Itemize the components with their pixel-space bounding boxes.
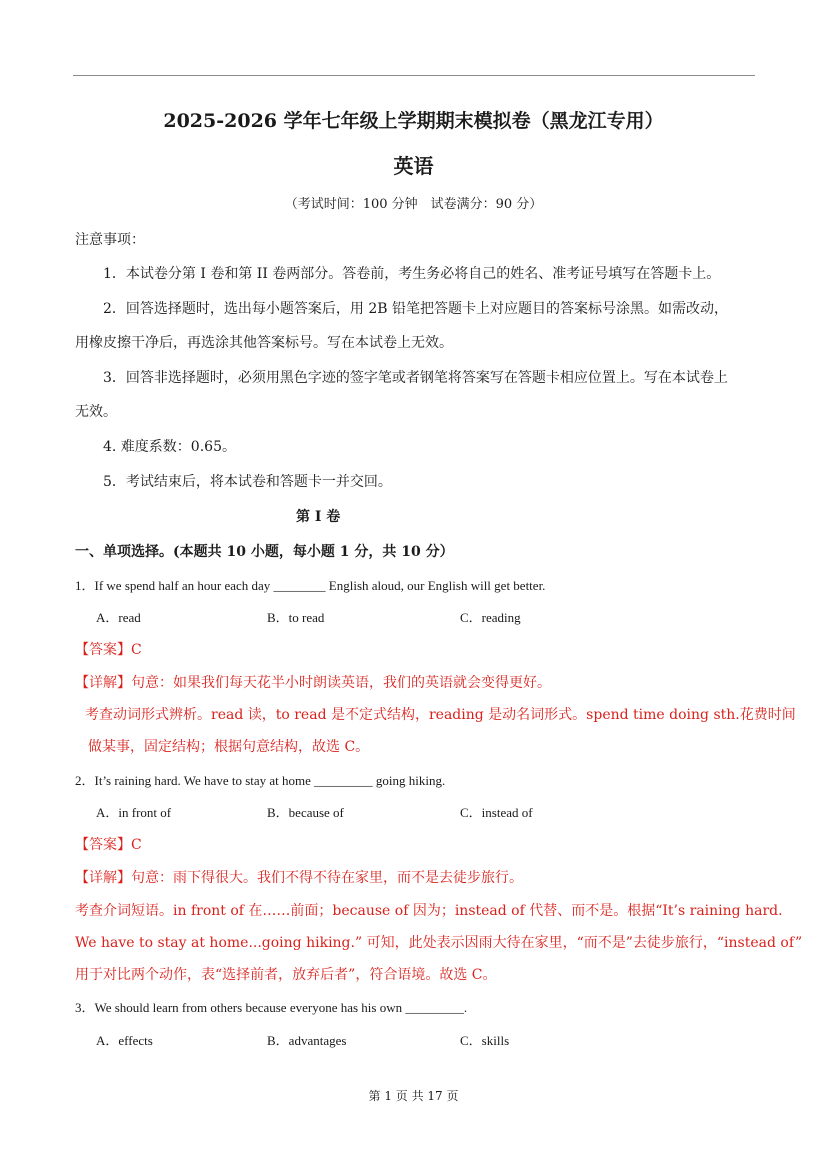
- option-c: C．skills: [460, 1033, 510, 1048]
- question-stem: 1．If we spend half an hour each day ________ English aloud, our English will get better.: [75, 578, 546, 593]
- header-rule: [73, 75, 755, 76]
- explanation-line: 用于对比两个动作，表“选择前者，放弃后者”，符合语境。故选 C。: [75, 967, 497, 983]
- explanation-line: 考查介词短语。in front of 在……前面；because of 因为；instead of 代替、而不是。根据“It’s raining hard.: [75, 903, 783, 919]
- subject-title: 英语: [393, 154, 434, 178]
- question-stem: 3．We should learn from others because everyone has his own _________.: [75, 1000, 468, 1015]
- page-footer: 第 1 页 共 17 页: [368, 1089, 459, 1103]
- note-item: 2．回答选择题时，选出每小题答案后，用 2B 铅笔把答题卡上对应题目的答案标号涂黑。如需改动，: [103, 301, 729, 317]
- option-a: A．effects: [96, 1033, 153, 1048]
- explanation-line: 【详解】句意：如果我们每天花半小时朗读英语，我们的英语就会变得更好。: [75, 675, 551, 691]
- note-item: 4. 难度系数：0.65。: [103, 439, 236, 455]
- exam-title: 2025-2026 学年七年级上学期期末模拟卷（黑龙江专用）: [163, 110, 664, 132]
- option-a: A．in front of: [96, 805, 172, 820]
- section-title: 一、单项选择。(本题共 10 小题，每小题 1 分，共 10 分）: [75, 544, 454, 560]
- explanation-line: We have to stay at home...going hiking.” 可知，此处表示因雨大待在家里，“而不是”去徒步旅行，“instead of”: [75, 935, 803, 951]
- note-item: 3．回答非选择题时，必须用黑色字迹的签字笔或者钢笔将答案写在答题卡相应位置上。写在本试卷上: [103, 370, 728, 386]
- explanation-line: 做某事，固定结构；根据句意结构，故选 C。: [88, 739, 370, 755]
- exam-info: （考试时间：100 分钟 试卷满分：90 分）: [284, 197, 543, 212]
- option-c: C．reading: [460, 610, 521, 625]
- part-title: 第 I 卷: [296, 509, 341, 525]
- question-stem: 2．It’s raining hard. We have to stay at home _________ going hiking.: [75, 773, 446, 788]
- answer: 【答案】C: [75, 837, 142, 853]
- note-item: 5．考试结束后，将本试卷和答题卡一并交回。: [103, 474, 392, 490]
- option-c: C．instead of: [460, 805, 533, 820]
- answer: 【答案】C: [75, 642, 142, 658]
- option-b: B．advantages: [267, 1033, 347, 1048]
- explanation-line: 考查动词形式辨析。read 读，to read 是不定式结构，reading 是动名词形式。spend time doing sth.花费时间: [85, 707, 796, 723]
- notes-heading: 注意事项：: [75, 232, 145, 248]
- note-item: 用橡皮擦干净后，再选涂其他答案标号。写在本试卷上无效。: [75, 335, 453, 351]
- option-b: B．to read: [267, 610, 325, 625]
- option-a: A．read: [96, 610, 141, 625]
- note-item: 1．本试卷分第 I 卷和第 II 卷两部分。答卷前，考生务必将自己的姓名、准考证号填写在答题卡上。: [103, 266, 721, 282]
- explanation-line: 【详解】句意：雨下得很大。我们不得不待在家里，而不是去徒步旅行。: [75, 870, 523, 886]
- option-b: B．because of: [267, 805, 344, 820]
- note-item: 无效。: [75, 404, 117, 420]
